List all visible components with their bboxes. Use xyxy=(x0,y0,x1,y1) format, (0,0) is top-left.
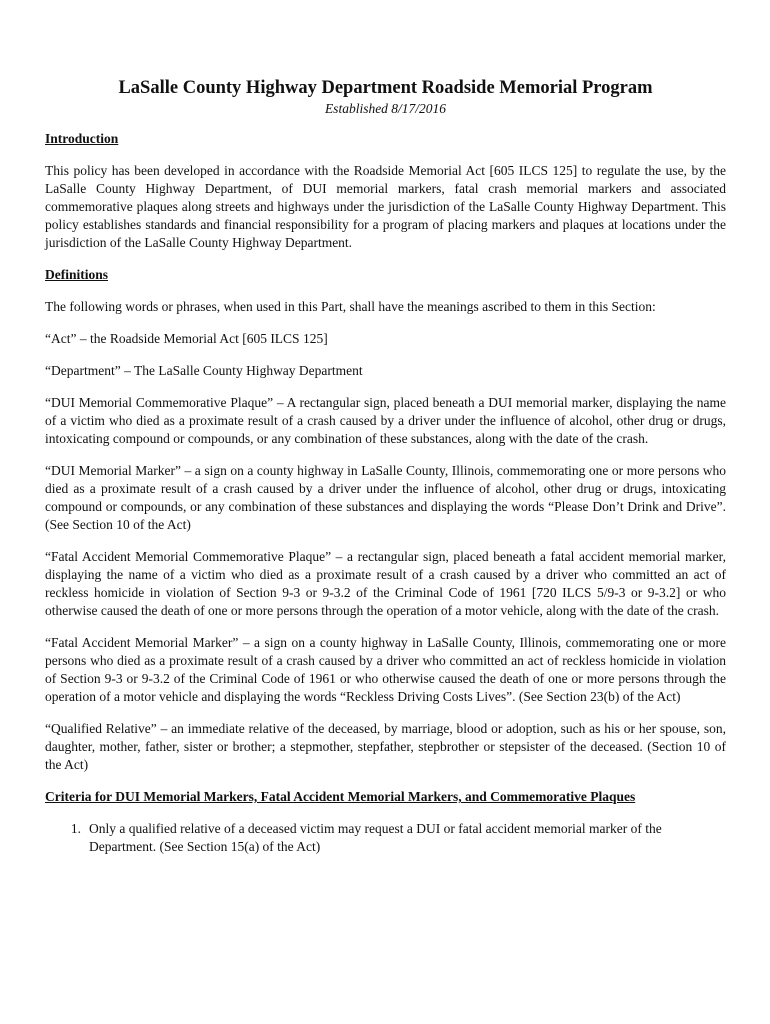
definition-dui-plaque: “DUI Memorial Commemorative Plaque” – A rectangular sign, placed beneath a DUI memorial marker, displaying the name of a victim who died as a proximate result of a crash caused by a driver under the influence of alcohol, other drug or drugs, intoxicating compound or compounds, or any combination of these substances, along with the date of the crash. xyxy=(45,395,726,446)
definition-fatal-marker: “Fatal Accident Memorial Marker” – a sign on a county highway in LaSalle County, Illinois, commemorating one or more persons who died as a proximate result of a crash caused by a driver who committed an act of reckless homicide in violation of Section 9-3 or 9-3.2 of the Criminal Code of 1961 or who otherwise caused the death of one or more persons through the operation of a motor vehicle and displaying the words “Reckless Driving Costs Lives”. (See Section 23(b) of the Act) xyxy=(45,635,726,704)
list-item-number: 1. xyxy=(70,821,81,836)
document-page xyxy=(45,76,726,856)
definition-act: “Act” – the Roadside Memorial Act [605 ILCS 125] xyxy=(45,331,328,346)
introduction-paragraph: This policy has been developed in accordance with the Roadside Memorial Act [605 ILCS 125] to regulate the use, by the LaSalle County Highway Department, of DUI memorial markers, fatal crash memorial markers and associated commemorative plaques along streets and highways under the jurisdiction of the LaSalle County Highway Department. This policy establishes standards and financial responsibility for a program of placing markers and plaques at locations under the jurisdiction of the LaSalle County Highway Department. xyxy=(45,163,726,250)
introduction-heading: Introduction xyxy=(45,131,119,146)
definitions-lead: The following words or phrases, when used in this Part, shall have the meanings ascribed to them in this Section: xyxy=(45,299,656,314)
established-date: Established 8/17/2016 xyxy=(324,101,447,116)
definitions-heading: Definitions xyxy=(45,267,109,282)
document-title: LaSalle County Highway Department Roadside Memorial Program xyxy=(118,78,653,98)
list-item xyxy=(45,820,726,856)
definition-fatal-plaque: “Fatal Accident Memorial Commemorative Plaque” – a rectangular sign, placed beneath a fatal accident memorial marker, displaying the name of a victim who died as a proximate result of a crash caused by a driver who committed an act of reckless homicide in violation of Section 9-3 or 9-3.2 of the Criminal Code of 1961 [720 ILCS 5/9-3 or 9-3.2] or who otherwise caused the death of one or more persons through the operation of a motor vehicle, along with the date of the crash. xyxy=(45,549,726,618)
definition-department: “Department” – The LaSalle County Highway Department xyxy=(45,363,363,378)
list-item-text: Only a qualified relative of a deceased victim may request a DUI or fatal accident memorial marker of the Department. (See Section 15(a) of the Act) xyxy=(89,821,662,854)
definition-dui-marker: “DUI Memorial Marker” – a sign on a county highway in LaSalle County, Illinois, commemorating one or more persons who died as a proximate result of a crash caused by a driver under the influence of alcohol, other drug or drugs, intoxicating compound or compounds, or any combination of these substances and displaying the words “Please Don’t Drink and Drive”. (See Section 10 of the Act) xyxy=(45,463,726,532)
definition-qualified-relative: “Qualified Relative” – an immediate relative of the deceased, by marriage, blood or adoption, such as his or her spouse, son, daughter, mother, father, sister or brother; a stepmother, stepfather, stepbrother or stepsister of the deceased. (Section 10 of the Act) xyxy=(45,721,726,772)
criteria-list xyxy=(45,820,726,856)
criteria-heading: Criteria for DUI Memorial Markers, Fatal Accident Memorial Markers, and Commemorative Plaques xyxy=(45,789,636,804)
